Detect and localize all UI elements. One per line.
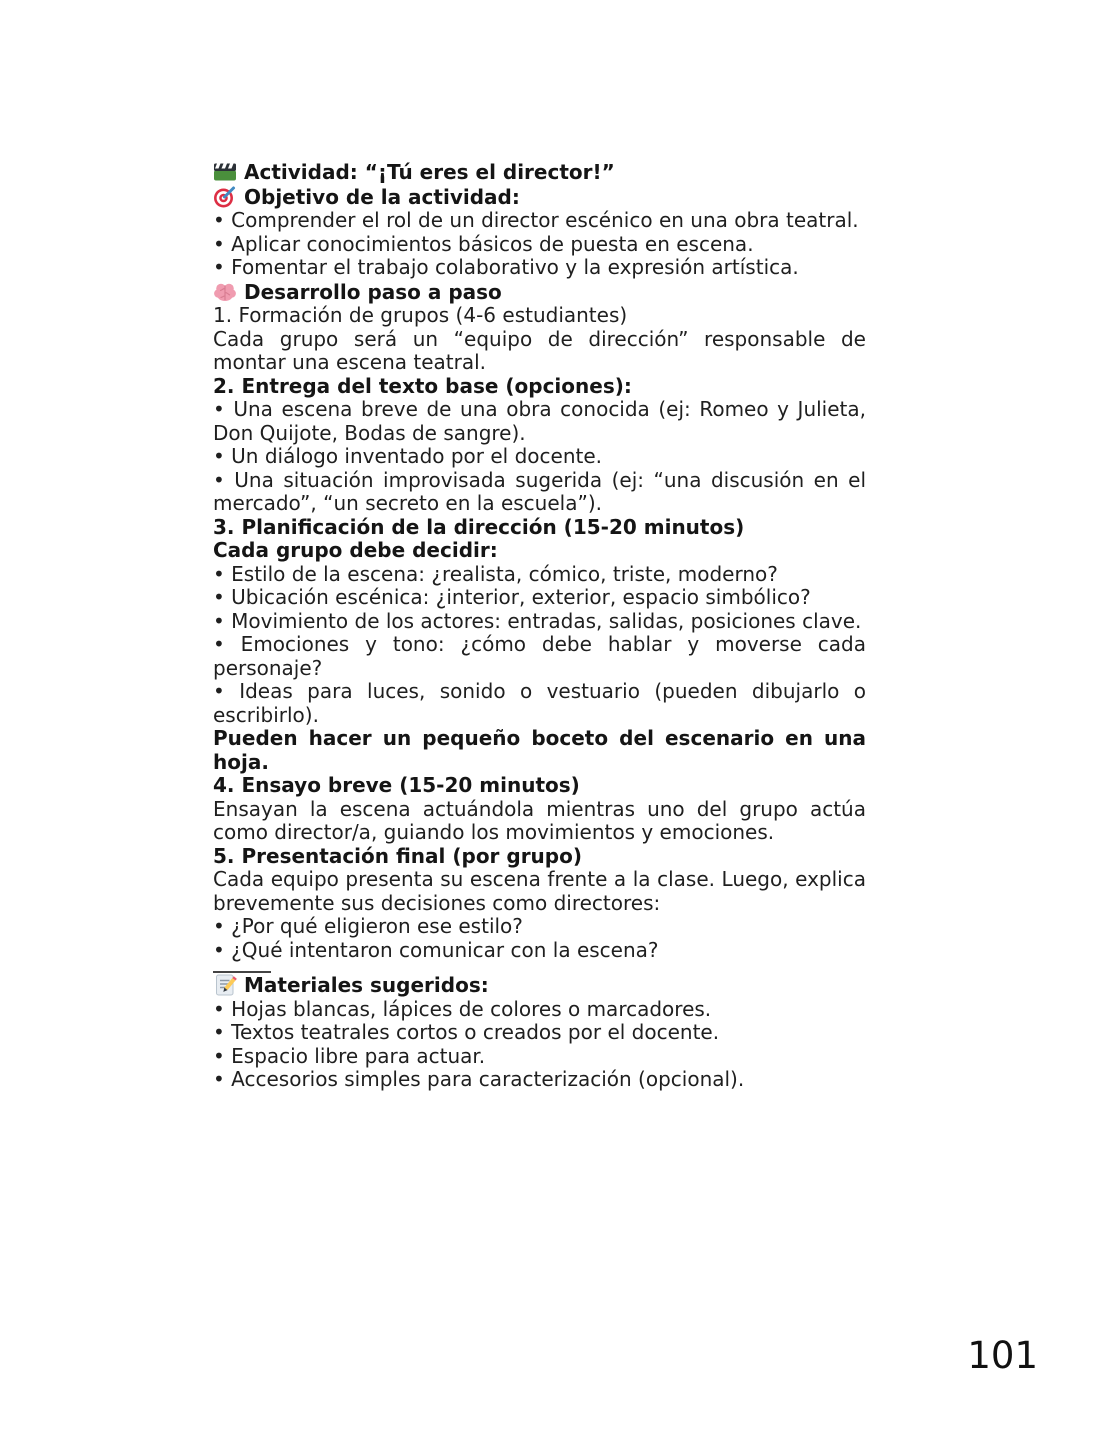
step2-heading: 2. Entrega del texto base (opciones): [213, 373, 632, 398]
page-number: 101 [967, 1334, 1038, 1377]
materials-heading [213, 973, 866, 998]
step3-bullet: • Estilo de la escena: ¿realista, cómico, triste, moderno? [213, 561, 778, 586]
brain-icon [213, 280, 237, 304]
memo-icon [213, 973, 237, 997]
step4-body: Ensayan la escena actuándola mientras uno del grupo actúa como director/a, guiando los movimientos y emociones. [213, 796, 866, 844]
step5-bullet: • ¿Por qué eligieron ese estilo? [213, 914, 523, 938]
activity-title-text: Actividad: “¡Tú eres el director!” [244, 160, 615, 184]
step4-heading: 4. Ensayo breve (15-20 minutos) [213, 773, 580, 797]
step5-body: Cada equipo presenta su escena frente a la clase. Luego, explica brevemente sus decisiones como directores: [213, 867, 866, 915]
step3-note: Pueden hacer un pequeño boceto del escenario en una hoja. [213, 726, 866, 774]
objective-bullet: • Comprender el rol de un director escénico en una obra teatral. [213, 208, 859, 232]
step3-bullet: • Ubicación escénica: ¿interior, exterior, espacio simbólico? [213, 585, 811, 609]
objective-bullet: • Aplicar conocimientos básicos de puesta en escena. [213, 231, 754, 256]
materials-bullet: • Accesorios simples para caracterización (opcional). [213, 1067, 745, 1091]
step3-heading: 3. Planificación de la dirección (15-20 minutos) [213, 514, 745, 539]
materials-bullet: • Espacio libre para actuar. [213, 1043, 486, 1068]
materials-bullet: • Hojas blancas, lápices de colores o marcadores. [213, 996, 712, 1021]
objective-bullet: • Fomentar el trabajo colaborativo y la expresión artística. [213, 255, 799, 279]
step3-bullet: • Emociones y tono: ¿cómo debe hablar y moverse cada personaje? [213, 632, 866, 680]
target-icon [213, 185, 237, 209]
step2-bullet: • Un diálogo inventado por el docente. [213, 444, 602, 468]
development-heading-text: Desarrollo paso a paso [244, 279, 502, 304]
document-content [213, 160, 866, 1092]
objective-heading [213, 185, 866, 210]
step3-subheading: Cada grupo debe decidir: [213, 538, 498, 562]
activity-title [213, 160, 866, 185]
step5-bullet: • ¿Qué intentaron comunicar con la escena? [213, 937, 659, 962]
objective-heading-text: Objetivo de la actividad: [244, 184, 520, 209]
step3-bullet: • Movimiento de los actores: entradas, salidas, posiciones clave. [213, 608, 862, 633]
development-heading [213, 280, 866, 305]
materials-bullet: • Textos teatrales cortos o creados por el docente. [213, 1020, 720, 1044]
clapperboard-icon [213, 160, 237, 184]
step2-bullet: • Una escena breve de una obra conocida (ej: Romeo y Julieta, Don Quijote, Bodas de sangre). [213, 397, 866, 445]
step5-heading: 5. Presentación final (por grupo) [213, 843, 582, 868]
step2-bullet: • Una situación improvisada sugerida (ej: “una discusión en el mercado”, “un secreto en la escuela”). [213, 467, 866, 515]
step1-body: Cada grupo será un “equipo de dirección” responsable de montar una escena teatral. [213, 326, 866, 374]
step3-bullet: • Ideas para luces, sonido o vestuario (pueden dibujarlo o escribirlo). [213, 679, 866, 727]
step1-heading: 1. Formación de grupos (4-6 estudiantes) [213, 303, 628, 327]
materials-heading-text: Materiales sugeridos: [244, 973, 489, 997]
